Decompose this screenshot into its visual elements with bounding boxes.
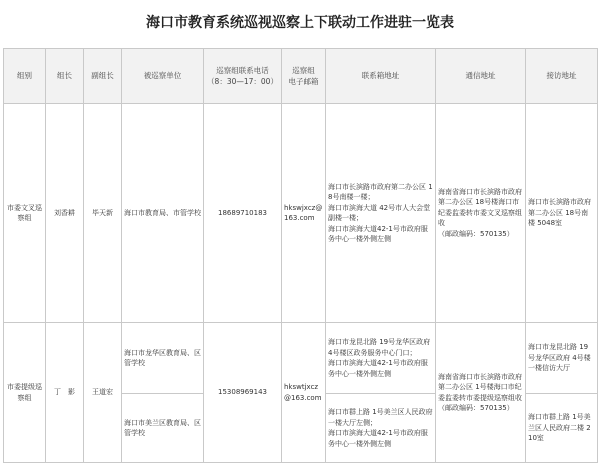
cell-unit: 海口市教育局、市管学校 <box>122 104 204 323</box>
cell-email[interactable]: hkswjxcz@163.com <box>282 104 326 323</box>
header-leader: 组长 <box>46 49 84 104</box>
header-phone: 巡察组联系电话 （8：30—17：00） <box>204 49 282 104</box>
cell-mail-address: 海南省海口市长滨路市政府第二办公区 1号楼海口市纪委监委转市委提级巡察组收 （邮政编码：570135） <box>436 323 526 463</box>
cell-reception-address: 海口市群上路 1号美兰区人民政府二楼 210室 <box>526 394 598 463</box>
header-reception-address: 接访地址 <box>526 49 598 104</box>
header-group: 组别 <box>4 49 46 104</box>
cell-leader: 丁 影 <box>46 323 84 463</box>
cell-unit: 海口市龙华区教育局、区管学校 <box>122 323 204 394</box>
table-row <box>4 323 598 394</box>
cell-group: 市委文叉巡察组 <box>4 104 46 323</box>
header-row <box>4 49 598 104</box>
cell-mail-address: 海南省海口市长滨路市政府第二办公区 18号楼海口市纪委监委转市委文叉巡察组收 （邮政编码：570135） <box>436 104 526 323</box>
header-email: 巡察组 电子邮箱 <box>282 49 326 104</box>
cell-reception-address: 海口市长滨路市政府第二办公区 18号南楼 5048室 <box>526 104 598 323</box>
cell-phone: 18689710183 <box>204 104 282 323</box>
table-row <box>4 104 598 323</box>
inspection-table <box>3 48 598 463</box>
header-deputy: 副组长 <box>84 49 122 104</box>
page-title: 海口市教育系统巡视巡察上下联动工作进驻一览表 <box>146 15 454 31</box>
cell-contact-address: 海口市龙昆北路 19号龙华区政府 4号楼区政务服务中心门口； 海口市滨海大道42-1号市政府服务中心一楼外侧左侧 <box>326 323 436 394</box>
cell-deputy: 毕天新 <box>84 104 122 323</box>
cell-deputy: 王道宏 <box>84 323 122 463</box>
cell-group: 市委提级巡察组 <box>4 323 46 463</box>
cell-contact-address: 海口市长滨路市政府第二办公区 18号南楼一楼； 海口市滨海大道 42号市人大会堂副楼一楼； 海口市滨海大道42-1号市政府服务中心一楼外侧左侧 <box>326 104 436 323</box>
cell-email[interactable]: hkswtjxcz@163.com <box>282 323 326 463</box>
cell-leader: 刘香耕 <box>46 104 84 323</box>
header-contact-address: 联系箱地址 <box>326 49 436 104</box>
cell-contact-address: 海口市群上路 1号美兰区人民政府一楼大厅左侧； 海口市滨海大道42-1号市政府服务中心一楼外侧左侧 <box>326 394 436 463</box>
header-mail-address: 通信地址 <box>436 49 526 104</box>
cell-phone: 15308969143 <box>204 323 282 463</box>
cell-unit: 海口市美兰区教育局、区管学校 <box>122 394 204 463</box>
header-unit: 被巡察单位 <box>122 49 204 104</box>
cell-reception-address: 海口市龙昆北路 19号龙华区政府 4号楼一楼信访大厅 <box>526 323 598 394</box>
